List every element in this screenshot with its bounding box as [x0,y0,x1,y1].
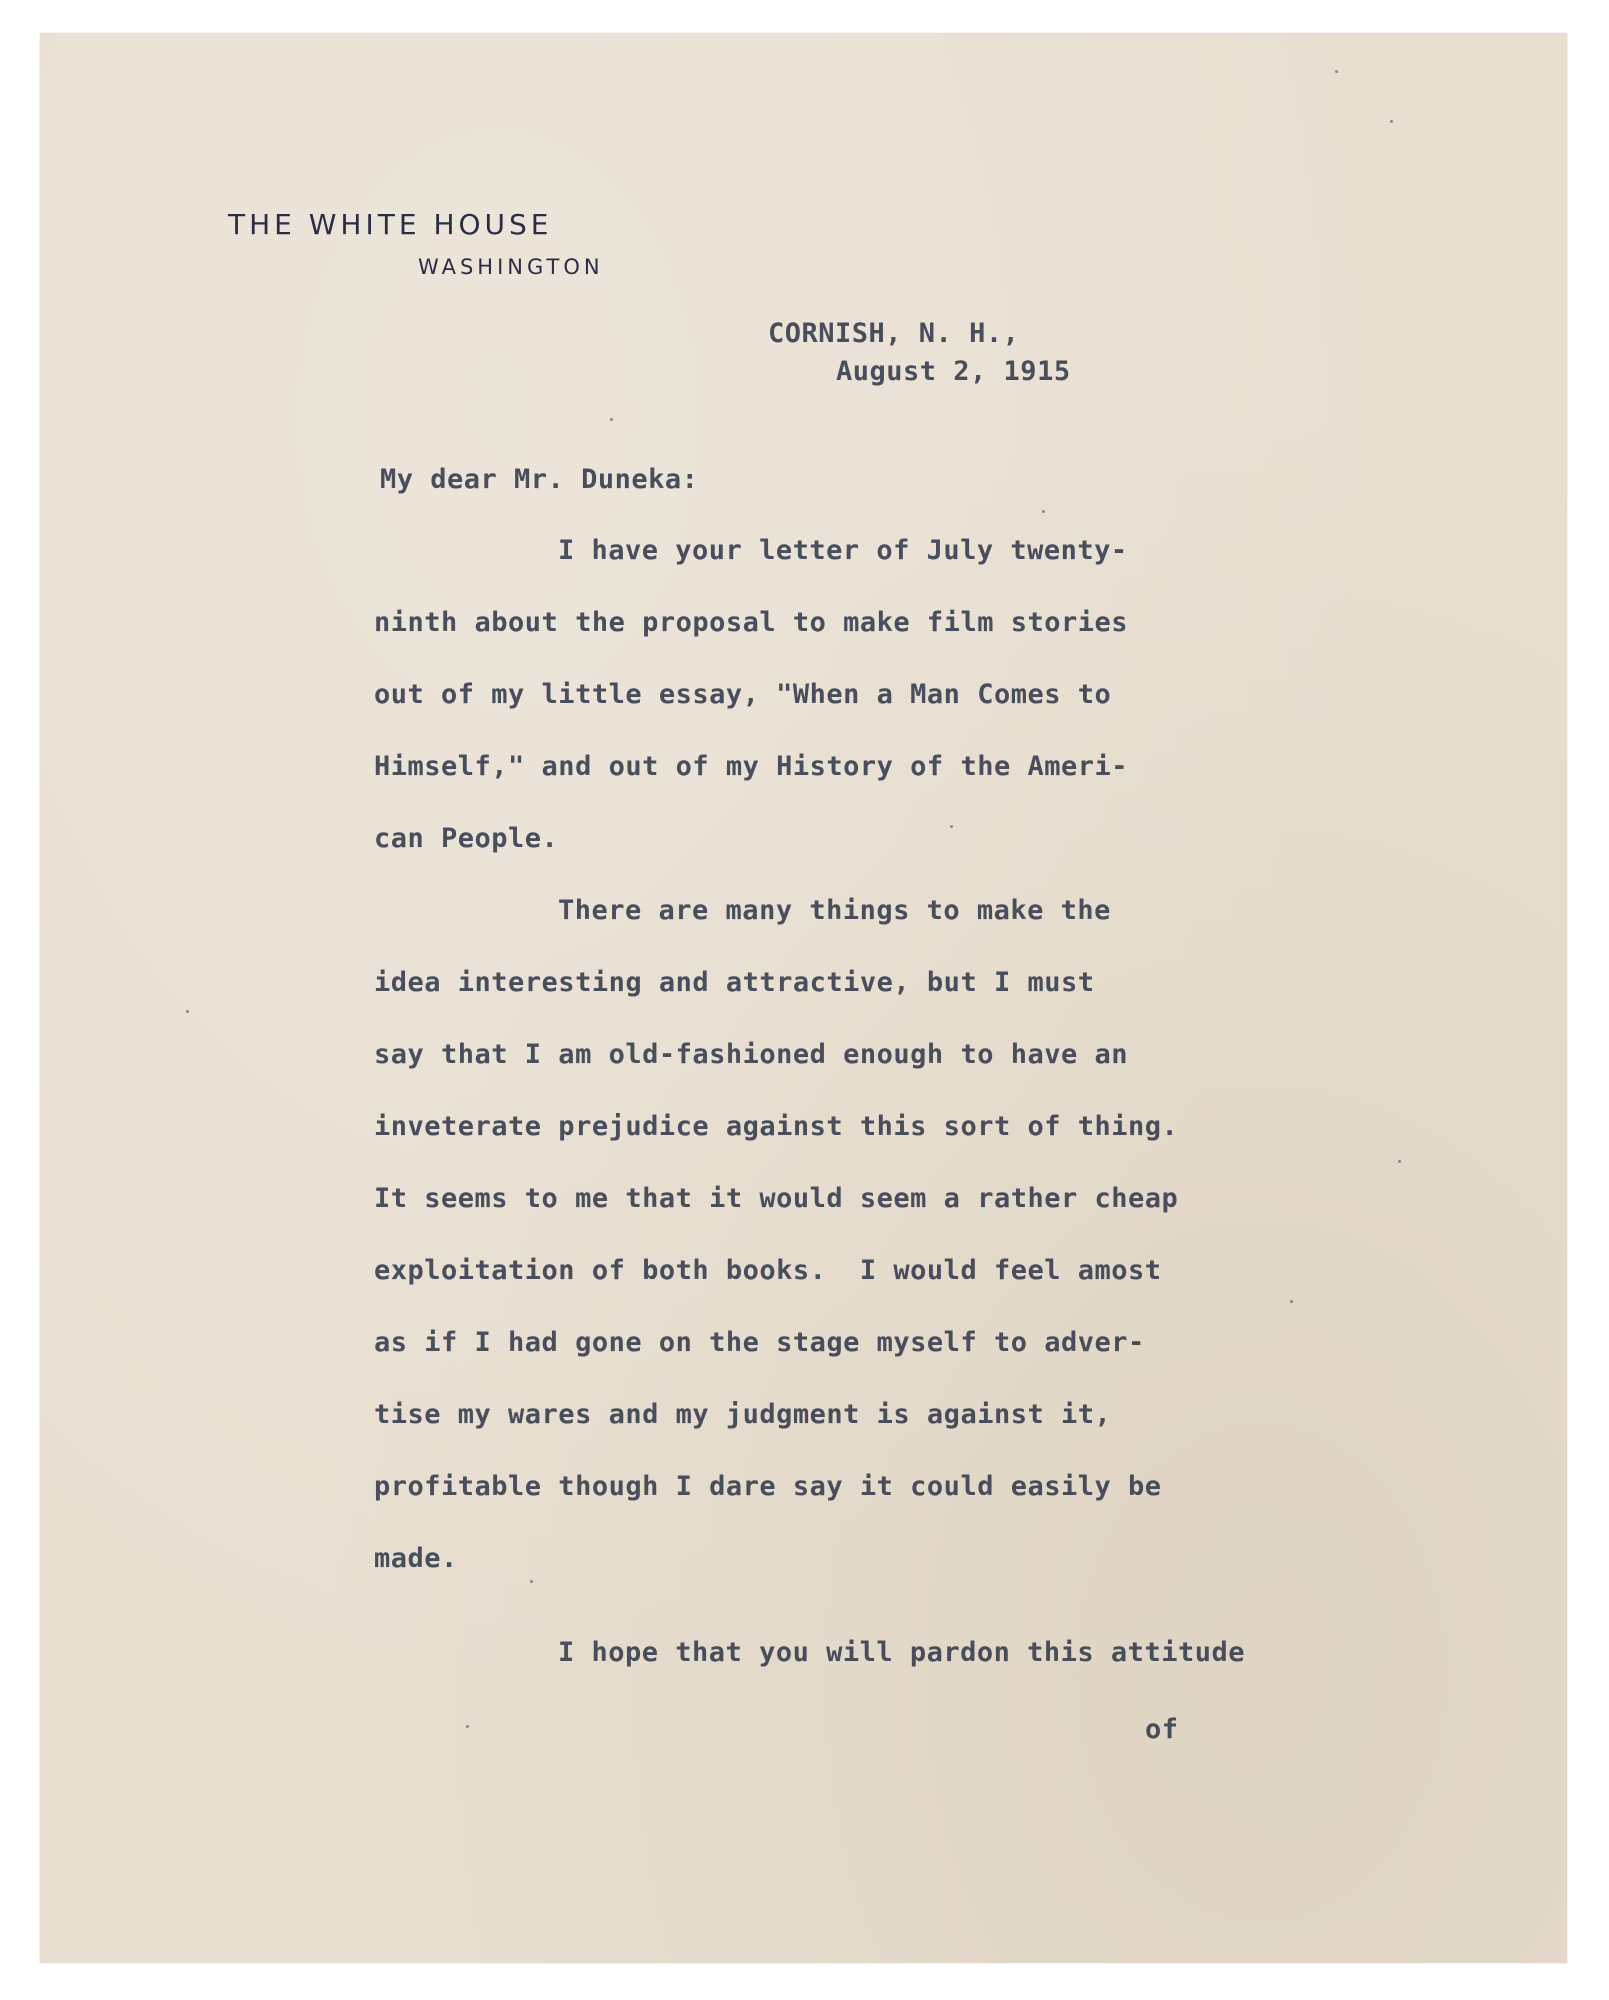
paper-speck [950,825,953,828]
paper-speck [1290,1300,1293,1303]
body-line: Himself," and out of my History of the Ameri- [374,751,1128,782]
paper-speck [1390,120,1393,123]
paper-speck [1398,1160,1401,1163]
body-line: I hope that you will pardon this attitude [558,1637,1245,1668]
paper-speck [1042,510,1045,513]
salutation: My dear Mr. Duneka: [380,464,699,495]
body-line: exploitation of both books. I would feel amost [374,1255,1162,1286]
letterhead-city: WASHINGTON [418,255,604,279]
letterhead-title: THE WHITE HOUSE [228,208,553,241]
paper-speck [530,1580,533,1583]
body-line: as if I had gone on the stage myself to adver- [374,1327,1145,1358]
body-line: made. [374,1543,458,1574]
letter-date: August 2, 1915 [836,356,1071,387]
body-line: out of my little essay, "When a Man Comes to [374,679,1112,710]
body-line: There are many things to make the [558,895,1111,926]
body-line: idea interesting and attractive, but I must [374,967,1095,998]
body-line: It seems to me that it would seem a rather cheap [374,1183,1179,1214]
body-line: say that I am old-fashioned enough to have an [374,1039,1128,1070]
paper-speck [1335,70,1338,73]
body-line: I have your letter of July twenty- [558,535,1128,566]
paper-speck [610,418,613,421]
body-line: ninth about the proposal to make film stories [374,607,1128,638]
body-line: profitable though I dare say it could easily be [374,1471,1162,1502]
body-line: tise my wares and my judgment is against it, [374,1399,1112,1430]
paper-speck [186,1010,189,1013]
paper-speck [466,1725,469,1728]
body-line: inveterate prejudice against this sort of thing. [374,1111,1179,1142]
continuation-word: of [1145,1714,1179,1745]
letter-place: CORNISH, N. H., [768,318,1020,349]
body-line: can People. [374,823,559,854]
